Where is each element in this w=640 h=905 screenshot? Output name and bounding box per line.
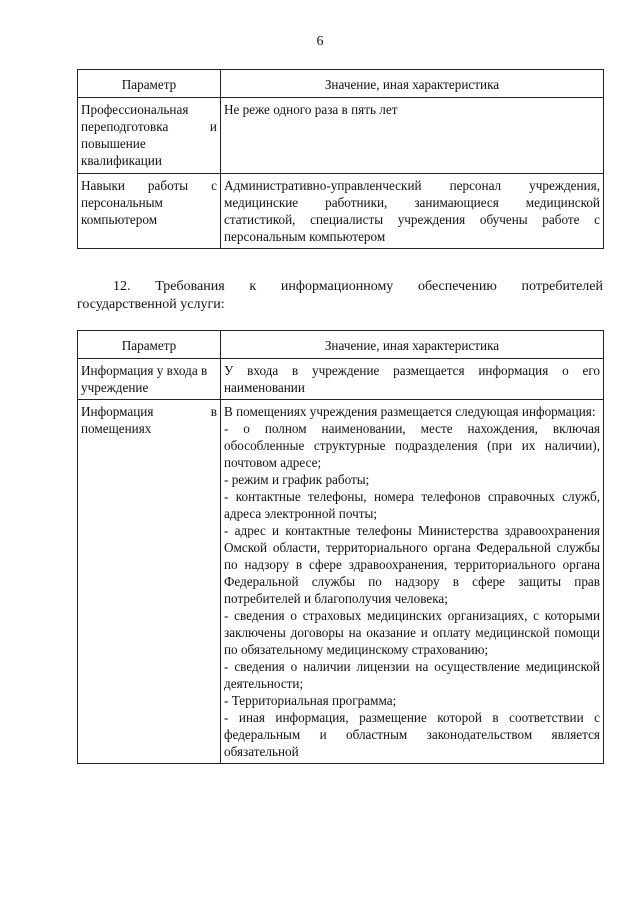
- info-list-item: - Территориальная программа;: [224, 693, 397, 708]
- info-list-item: - о полном наименовании, месте нахождения, включая обособленные структурные подразделения (при их наличии), почтовом адресе;: [224, 421, 600, 470]
- table-row: [78, 174, 604, 249]
- table-row: [78, 400, 604, 764]
- header-value: Значение, иная характеристика: [221, 70, 604, 98]
- row-value: У входа в учреждение размещается информация о его наименовании: [221, 359, 604, 400]
- table-row: [78, 98, 604, 174]
- info-list-item: - иная информация, размещение которой в соответствии с федеральным и областным законодательством является обязательной: [224, 710, 600, 759]
- info-list-item: - контактные телефоны, номера телефонов справочных служб, адреса электронной почты;: [224, 489, 600, 521]
- table-header-row: [78, 70, 604, 98]
- row-value: [221, 400, 604, 764]
- row-param: Информация в помещениях: [78, 400, 221, 764]
- info-intro: В помещениях учреждения размещается следующая информация:: [224, 404, 596, 419]
- info-list-item: - сведения о наличии лицензии на осуществление медицинской деятельности;: [224, 659, 600, 691]
- row-param: Навыки работы с персональным компьютером: [78, 174, 221, 249]
- row-param: Информация у входа в учреждение: [78, 359, 221, 400]
- row-value: Административно-управленческий персонал учреждения, медицинские работники, занимающиеся медицинской статистикой, специалисты учреждения обучены работе с персональным компьютером: [221, 174, 604, 249]
- info-list-item: - сведения о страховых медицинских организациях, с которыми заключены договоры на оказание и оплату медицинской помощи по обязательному медицинскому страхованию;: [224, 608, 600, 657]
- table-row: [78, 359, 604, 400]
- section-heading-line2: государственной услуги:: [77, 297, 225, 312]
- personnel-requirements-table: [77, 69, 604, 249]
- table-header-row: [78, 331, 604, 359]
- header-parameter: Параметр: [78, 331, 221, 359]
- section-heading: [77, 278, 603, 314]
- row-param: Профессиональная переподготовка и повышение квалификации: [78, 98, 221, 174]
- section-heading-line1: 12. Требования к информационному обеспечению потребителей: [113, 279, 603, 294]
- page-number: 6: [316, 34, 324, 49]
- info-list-item: - адрес и контактные телефоны Министерства здравоохранения Омской области, территориального органа Федеральной службы по надзору в сфере здравоохранения, территориального органа Федеральной службы по надзору в сфере защиты прав потребителей и благополучия человека;: [224, 523, 600, 606]
- information-requirements-table: [77, 330, 604, 764]
- header-value: Значение, иная характеристика: [221, 331, 604, 359]
- header-parameter: Параметр: [78, 70, 221, 98]
- row-value: Не реже одного раза в пять лет: [221, 98, 604, 174]
- info-list-item: - режим и график работы;: [224, 472, 370, 487]
